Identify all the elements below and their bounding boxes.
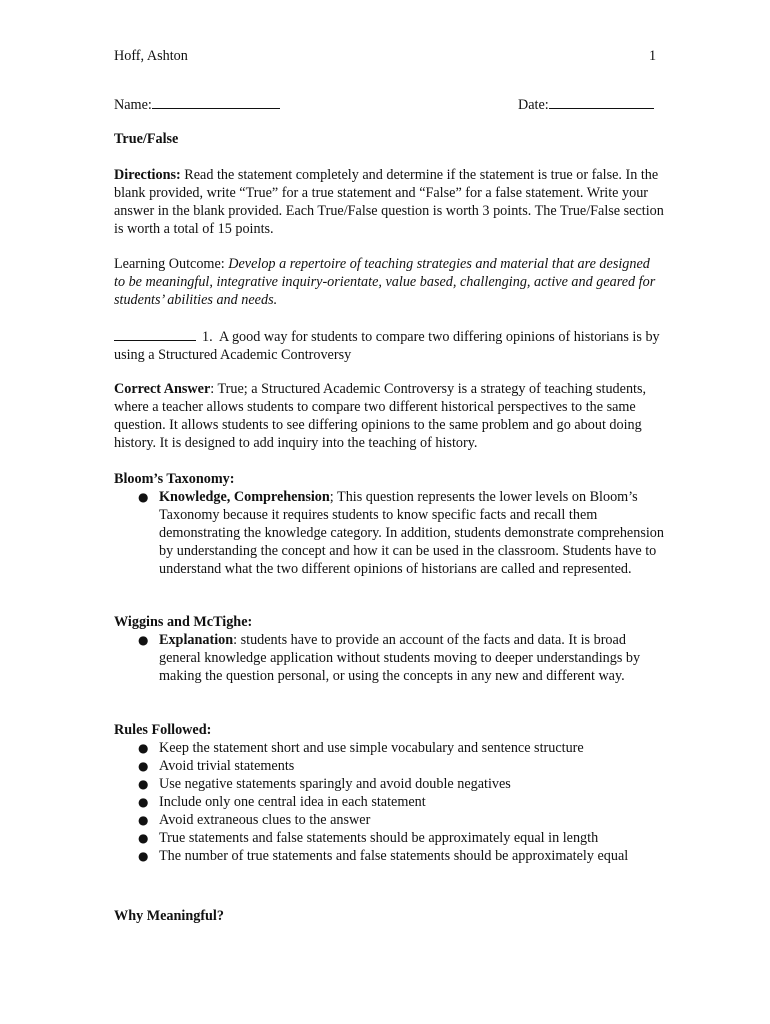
why-meaningful-heading: Why Meaningful? — [114, 908, 224, 924]
page-number: 1 — [649, 48, 657, 64]
wiggins-list — [114, 631, 664, 685]
list-item — [114, 811, 664, 829]
bullet-icon: ● — [138, 741, 149, 755]
learning-outcome-label: Learning Outcome: — [114, 256, 229, 272]
name-label: Name: — [114, 97, 152, 113]
blooms-heading: Bloom’s Taxonomy: — [114, 471, 235, 487]
rule-text: Avoid trivial statements — [159, 758, 295, 774]
rule-text: Include only one central idea in each statement — [159, 794, 426, 810]
bullet-icon: ● — [138, 633, 149, 647]
name-field — [114, 94, 280, 114]
question-text: A good way for students to compare two differing opinions of historians is by using a Structured Academic Controversy — [114, 329, 660, 363]
date-blank[interactable] — [549, 94, 654, 109]
wiggins-heading: Wiggins and McTighe: — [114, 614, 253, 630]
wiggins-item-text: : students have to provide an account of the facts and data. It is broad general knowledge application without students moving to deeper understandings by making the question personal, or using the concepts in any new and different way. — [159, 632, 641, 684]
list-item — [114, 793, 664, 811]
date-field — [518, 94, 654, 114]
rules-list — [114, 739, 664, 865]
section-title: True/False — [114, 131, 179, 147]
bullet-icon: ● — [138, 831, 149, 845]
blooms-item-text: ; This question represents the lower levels on Bloom’s Taxonomy because it requires students to know specific facts and recall them demonstrating the knowledge category. In addition, students demonstrate comprehension by understanding the concept and how it can be used in the classroom. Students have to understand what the two different opinions of historians are called and represented. — [159, 489, 664, 577]
directions-text: Read the statement completely and determine if the statement is true or false. In the blank provided, write “True” for a true statement and “False” for a false statement. Write your answer in the blank provided. Each True/False question is worth 3 points. The True/False section is worth a total of 15 points. — [114, 167, 664, 237]
correct-answer-paragraph — [114, 380, 664, 452]
rule-text: Avoid extraneous clues to the answer — [159, 812, 371, 828]
question-number: 1. — [202, 329, 213, 345]
bullet-icon: ● — [138, 813, 149, 827]
directions-paragraph — [114, 166, 664, 238]
list-item — [114, 829, 664, 847]
list-item — [114, 739, 664, 757]
bullet-icon: ● — [138, 759, 149, 773]
learning-outcome-text: Develop a repertoire of teaching strategies and material that are designed to be meaningful, integrative inquiry-orientate, value based, challenging, active and geared for students’ abilities and needs. — [114, 256, 656, 308]
learning-outcome-paragraph — [114, 255, 664, 309]
list-item — [114, 775, 664, 793]
rule-text: Use negative statements sparingly and avoid double negatives — [159, 776, 511, 792]
blooms-item-bold: Knowledge, Comprehension — [159, 489, 330, 505]
question-1 — [114, 326, 664, 364]
directions-label: Directions: — [114, 167, 181, 183]
bullet-icon: ● — [138, 849, 149, 863]
rule-text: Keep the statement short and use simple vocabulary and sentence structure — [159, 740, 584, 756]
rules-heading: Rules Followed: — [114, 722, 212, 738]
name-blank[interactable] — [152, 94, 280, 109]
header-author: Hoff, Ashton — [114, 48, 188, 64]
blooms-list — [114, 488, 664, 578]
list-item — [114, 847, 664, 865]
answer-blank[interactable] — [114, 326, 196, 341]
list-item — [114, 488, 664, 578]
correct-answer-text: : True; a Structured Academic Controversy is a strategy of teaching students, where a teacher allows students to compare two different historical perspectives to the same question. It allows students to see differing opinions to the same problem and go about doing history. It is designed to add inquiry into the teaching of history. — [114, 381, 647, 451]
bullet-icon: ● — [138, 490, 149, 504]
wiggins-item-bold: Explanation — [159, 632, 234, 648]
bullet-icon: ● — [138, 795, 149, 809]
rule-text: The number of true statements and false statements should be approximately equal — [159, 848, 629, 864]
date-label: Date: — [518, 97, 549, 113]
list-item — [114, 757, 664, 775]
bullet-icon: ● — [138, 777, 149, 791]
list-item — [114, 631, 664, 685]
rule-text: True statements and false statements should be approximately equal in length — [159, 830, 599, 846]
correct-answer-label: Correct Answer — [114, 381, 211, 397]
